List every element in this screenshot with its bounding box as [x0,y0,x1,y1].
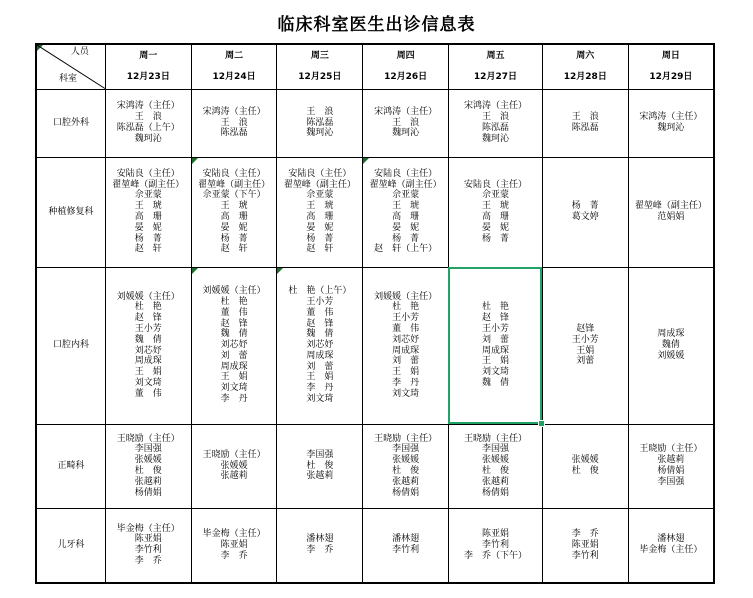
doctor-name: 李 乔 [134,556,162,567]
doctor-name: 王 琥 [220,201,248,212]
doctor-name: 陈亚娟 [134,534,162,545]
doctor-name: 李竹利 [481,539,509,550]
doctor-name: 王小芳 [306,296,334,307]
doctor-name: 王 琥 [306,201,334,212]
doctor-list [572,201,599,223]
doctor-name: 魏 倩 [306,329,334,340]
schedule-cell[interactable] [277,508,363,583]
header-row [36,44,714,89]
doctor-name: 魏珂沁 [657,123,685,133]
doctor-name: 赵 锋 [220,318,248,329]
doctor-list [203,286,266,405]
schedule-cell[interactable] [448,157,542,267]
doctor-name: 杜 俊 [481,466,509,476]
doctor-name: 范娟娟 [657,212,685,222]
day-header-wed[interactable] [277,44,363,89]
doctor-name: 王 浪 [571,112,599,123]
doctor-name: 杜 俊 [134,466,162,476]
doctor-name: 王 娟 [134,367,162,378]
doctor-name: 刘文琦 [392,388,420,399]
doctor-name: 佘亚蒙 [306,190,334,201]
doctor-list [464,180,527,245]
doctor-list [464,529,527,561]
table-row [36,508,714,583]
doctor-list [374,434,437,499]
doctor-name: 杜 俊 [306,460,334,471]
doctor-name: 安陆良（主任） [116,168,180,179]
doctor-name: 王 娟 [220,372,248,383]
doctor-name: 王娟 [576,345,595,356]
doctor-name: 刘 蕾 [481,334,509,345]
table-row [36,267,714,424]
doctor-name: 高 珊 [134,212,162,222]
schedule-cell[interactable] [191,157,277,267]
comment-marker [363,158,369,164]
doctor-name: 杨 菁 [481,233,509,244]
doctor-list [639,444,702,487]
doctor-list [657,329,684,361]
comment-marker [192,268,198,274]
schedule-cell[interactable] [542,424,628,508]
doctor-name: 刘芯妤 [134,345,162,356]
doctor-list [284,169,356,255]
schedule-cell[interactable] [105,89,191,157]
doctor-name: 周成琛 [134,356,162,367]
schedule-cell[interactable] [448,424,542,508]
schedule-cell[interactable] [277,89,363,157]
doctor-name: 李 乔 [220,550,248,561]
day-header-tue[interactable] [191,44,277,89]
doctor-name: 安陆良（主任） [374,168,438,179]
doctor-name: 魏珂沁 [392,128,420,139]
doctor-name: 杜 艳 [220,296,248,307]
doctor-list [464,101,527,144]
doctor-list [572,455,599,477]
doctor-name: 陈泓磊（上午） [116,123,180,133]
doctor-list [198,169,270,255]
doctor-name: 赵 锋 [134,313,162,324]
page-title: 临床科室医生出诊信息表 [277,15,476,35]
doctor-name: 杨倩娟 [392,487,420,498]
doctor-name: 王 娟 [481,356,509,367]
schedule-cell[interactable] [105,157,191,267]
weekday-label: 周四 [396,50,415,61]
weekday-label: 周一 [139,50,158,61]
schedule-cell[interactable] [542,267,628,424]
day-header-sat[interactable] [542,44,628,89]
doctor-name: 魏珂沁 [306,128,334,139]
doctor-name: 刘 蕾 [220,350,248,361]
doctor-name: 杨 菁 [134,233,162,244]
doctor-name: 翟堃峰（副主任） [369,179,442,190]
doctor-name: 刘芯妤 [392,334,420,345]
doctor-name: 晏 妮 [306,222,334,233]
doctor-name: 陈泓磊 [571,123,599,133]
doctor-name: 赵锋 [576,323,595,334]
doctor-name: 高 珊 [481,212,509,222]
doctor-name: 魏珂沁 [481,133,509,144]
schedule-cell[interactable] [363,267,449,424]
doctor-name: 张媛媛 [481,455,509,466]
doctor-name: 杜 艳 [392,302,420,313]
doctor-name: 高 珊 [220,212,248,222]
doctor-name: 李 丹 [392,377,420,388]
doctor-name: 王小芳 [392,313,420,324]
doctor-name: 赵 锋 [306,318,334,329]
doctor-name: 刘 蕾 [306,361,334,372]
doctor-name: 高 珊 [306,212,334,222]
doctor-name: 杨倩娟 [134,487,162,498]
doctor-list [117,292,180,400]
doctor-name: 赵 轩 [306,244,334,255]
doctor-name: 翟堃峰（副主任） [634,201,707,212]
dept-cell[interactable]: 儿牙科 [36,508,105,583]
table-row [36,157,714,267]
doctor-list [203,450,266,482]
schedule-cell[interactable] [542,157,628,267]
doctor-name: 杨倩娟 [481,487,509,498]
schedule-cell[interactable] [105,508,191,583]
doctor-name: 安陆良（主任） [202,168,266,179]
schedule-cell[interactable] [191,508,277,583]
selected-cell[interactable] [448,267,542,424]
weekday-label: 周二 [225,50,244,61]
day-header-sun[interactable] [628,44,714,89]
doctor-name: 杜 艳 [481,302,509,313]
doctor-name: 李 丹 [220,394,248,405]
doctor-name: 王 浪 [481,112,509,123]
doctor-name: 张媛媛 [392,455,420,466]
schedule-cell[interactable] [448,89,542,157]
doctor-name: 安陆良（主任） [463,179,527,190]
doctor-name: 陈亚娟 [220,539,248,550]
doctor-name: 王晓励（主任） [202,449,266,460]
schedule-table [35,43,715,584]
doctor-name: 张越莉 [220,471,248,482]
doctor-name: 赵 锋 [481,313,509,324]
day-header-thu[interactable] [363,44,449,89]
doctor-name: 周成琛 [657,329,685,340]
doctor-name: 宋鸿涛（主任） [463,101,527,112]
doctor-name: 张媛媛 [220,460,248,471]
doctor-name: 翟堃峰（副主任） [283,179,356,190]
doctor-name: 陈泓磊 [481,123,509,133]
doctor-name: 董 伟 [134,388,162,399]
doctor-list [639,112,702,134]
doctor-list [635,201,707,223]
doctor-name: 李国强 [392,444,420,455]
doctor-list [374,107,437,139]
schedule-cell[interactable] [363,424,449,508]
doctor-name: 翟堃峰（副主任） [112,179,185,190]
doctor-name: 刘媛媛（主任） [116,291,180,302]
doctor-list [117,524,180,567]
schedule-cell[interactable] [277,424,363,508]
doctor-name: 毕金梅（主任） [202,529,266,540]
doctor-name: 董 伟 [220,307,248,318]
schedule-cell[interactable] [191,89,277,157]
doctor-name: 王 浪 [134,112,162,123]
date-label: 12月23日 [126,71,170,82]
doctor-name: 晏 妮 [392,222,420,233]
schedule-cell[interactable] [363,157,449,267]
doctor-name: 杜 俊 [571,466,599,476]
doctor-name: 宋鸿涛（主任） [202,106,266,117]
doctor-name: 杨 菁 [306,233,334,244]
doctor-name: 王 浪 [306,106,334,117]
doctor-name: 张越莉 [134,476,162,487]
doctor-name: 王 娟 [392,367,420,378]
doctor-list [117,101,180,144]
doctor-name: 李竹利 [392,545,420,556]
weekday-label: 周三 [310,50,329,61]
doctor-name: 张媛媛 [571,455,599,466]
comment-marker [192,158,198,164]
doctor-name: 董 伟 [306,307,334,318]
doctor-name: 刘芯妤 [306,340,334,351]
doctor-name: 毕金梅（主任） [116,523,180,534]
doctor-list [203,529,266,561]
doctor-name: 宋鸿涛（主任） [116,101,180,112]
doctor-name: 李竹利 [571,550,599,561]
doctor-name: 潘林翅 [657,534,685,545]
doctor-name: 安陆良（主任） [288,168,352,179]
doctor-list [392,534,419,556]
doctor-name: 陈亚娟 [571,539,599,550]
doctor-list [306,450,333,482]
corner-label-dept: 科室 [59,73,78,84]
doctor-name: 王 琥 [481,201,509,212]
doctor-name: 王晓励（主任） [116,433,180,444]
doctor-name: 张越莉 [481,476,509,487]
schedule-cell[interactable] [363,508,449,583]
schedule-cell[interactable] [191,267,277,424]
doctor-name: 李 乔 [571,529,599,540]
doctor-name: 董 伟 [392,323,420,334]
comment-marker [277,268,283,274]
date-label: 12月25日 [298,71,342,82]
doctor-list [374,292,437,400]
doctor-name: 张越莉 [392,476,420,487]
doctor-name: 王 娟 [306,372,334,383]
doctor-name: 陈泓磊 [220,128,248,139]
dept-cell[interactable]: 正畸科 [36,424,105,508]
doctor-name: 张越莉 [306,471,334,482]
doctor-list [203,107,266,139]
doctor-list [639,534,702,556]
doctor-name: 王晓励（主任） [463,433,527,444]
schedule-cell[interactable] [105,267,191,424]
doctor-name: 李 乔 [306,545,334,556]
schedule-cell[interactable] [628,267,714,424]
doctor-name: 王晓励（主任） [374,433,438,444]
schedule-cell[interactable] [628,157,714,267]
doctor-name: 李 乔（下午） [463,550,527,561]
weekday-label: 周日 [661,50,680,61]
doctor-name: 陈泓磊 [306,117,334,128]
dept-cell[interactable]: 口腔内科 [36,267,105,424]
doctor-name: 晏 妮 [220,222,248,233]
doctor-name: 周成琛 [481,345,509,356]
doctor-name: 佘亚蒙 [481,190,509,201]
doctor-name: 刘媛媛（主任） [374,291,438,302]
date-label: 12月26日 [384,71,428,82]
doctor-list [572,112,599,134]
schedule-cell[interactable] [542,508,628,583]
doctor-name: 张越莉 [657,455,685,466]
doctor-name: 宋鸿涛（主任） [374,106,438,117]
doctor-name: 刘媛媛 [657,350,685,361]
date-label: 12月27日 [473,71,517,82]
doctor-name: 杨 菁 [571,201,599,212]
dept-cell[interactable]: 种植修复科 [36,157,105,267]
doctor-name: 王 浪 [220,117,248,128]
doctor-name: 刘文琦 [481,367,509,378]
weekday-label: 周六 [576,50,595,61]
doctor-name: 王小芳 [481,323,509,334]
schedule-cell[interactable] [628,508,714,583]
doctor-name: 王 浪 [392,117,420,128]
doctor-name: 魏 倩 [220,329,248,340]
doctor-name: 潘林翅 [392,534,420,545]
doctor-name: 刘芯妤 [220,340,248,351]
schedule-cell[interactable] [105,424,191,508]
doctor-list [464,434,527,499]
doctor-name: 佘亚蒙 [134,190,162,201]
doctor-name: 李国强 [657,476,685,487]
doctor-name: 魏 倩 [481,377,509,388]
doctor-list [112,169,184,255]
doctor-name: 刘文琦 [134,377,162,388]
doctor-name: 陈亚娟 [481,529,509,540]
doctor-name: 魏倩 [661,340,680,351]
doctor-name: 佘亚蒙（下午） [202,190,266,201]
doctor-name: 李竹利 [134,545,162,556]
date-label: 12月29日 [649,71,693,82]
date-label: 12月24日 [212,71,256,82]
doctor-list [572,529,599,561]
schedule-cell[interactable] [363,89,449,157]
doctor-list [370,169,442,255]
doctor-name: 毕金梅（主任） [639,545,703,556]
weekday-label: 周五 [486,50,505,61]
doctor-name: 李国强 [481,444,509,455]
schedule-cell[interactable] [628,424,714,508]
doctor-name: 赵 轩（上午） [374,244,438,255]
doctor-name: 王小芳 [134,323,162,334]
doctor-name: 李国强 [306,449,334,460]
doctor-name: 佘亚蒙 [392,190,420,201]
doctor-name: 王晓励（主任） [639,444,703,455]
schedule-cell[interactable] [628,89,714,157]
doctor-list [306,534,333,556]
doctor-name: 晏 妮 [134,222,162,233]
doctor-name: 潘林翅 [306,534,334,545]
table-row [36,89,714,157]
doctor-name: 杜 艳 [134,302,162,313]
doctor-name: 周成琛 [306,350,334,361]
doctor-name: 刘蕾 [576,356,595,367]
doctor-name: 周成琛 [392,345,420,356]
day-header-mon[interactable] [105,44,191,89]
doctor-name: 杜 俊 [392,466,420,476]
doctor-list [117,434,180,499]
doctor-name: 王 琥 [134,201,162,212]
doctor-name: 刘媛媛（主任） [202,286,266,297]
schedule-cell[interactable] [191,424,277,508]
doctor-name: 杨 菁 [220,233,248,244]
doctor-name: 晏 妮 [481,222,509,233]
schedule-cell[interactable] [277,157,363,267]
doctor-name: 刘 蕾 [392,356,420,367]
doctor-name: 魏珂沁 [134,133,162,144]
doctor-name: 杨倩娟 [657,466,685,476]
date-label: 12月28日 [563,71,607,82]
doctor-name: 刘文琦 [220,383,248,394]
doctor-name: 杜 艳（上午） [288,286,352,297]
doctor-list [572,324,599,367]
doctor-name: 杨 菁 [392,233,420,244]
doctor-name: 翟堃峰（副主任） [198,179,271,190]
doctor-name: 王小芳 [571,334,599,345]
day-header-fri[interactable] [448,44,542,89]
doctor-name: 李国强 [134,444,162,455]
doctor-list [482,302,509,388]
schedule-cell[interactable] [542,89,628,157]
doctor-name: 王 琥 [392,201,420,212]
corner-header-cell[interactable] [36,44,105,89]
doctor-name: 葛文婷 [571,212,599,222]
doctor-name: 高 珊 [392,212,420,222]
doctor-list [306,107,333,139]
table-row [36,424,714,508]
doctor-name: 宋鸿涛（主任） [639,112,703,123]
corner-label-staff: 人员 [70,47,89,57]
dept-cell[interactable]: 口腔外科 [36,89,105,157]
doctor-name: 周成琛 [220,361,248,372]
doctor-name: 刘文琦 [306,394,334,405]
doctor-name: 张媛媛 [134,455,162,466]
schedule-cell[interactable] [277,267,363,424]
doctor-name: 李 丹 [306,383,334,394]
doctor-name: 赵 轩 [220,244,248,255]
doctor-list [288,286,351,405]
doctor-name: 魏 倩 [134,334,162,345]
schedule-cell[interactable] [448,508,542,583]
doctor-name: 赵 轩 [134,244,162,255]
